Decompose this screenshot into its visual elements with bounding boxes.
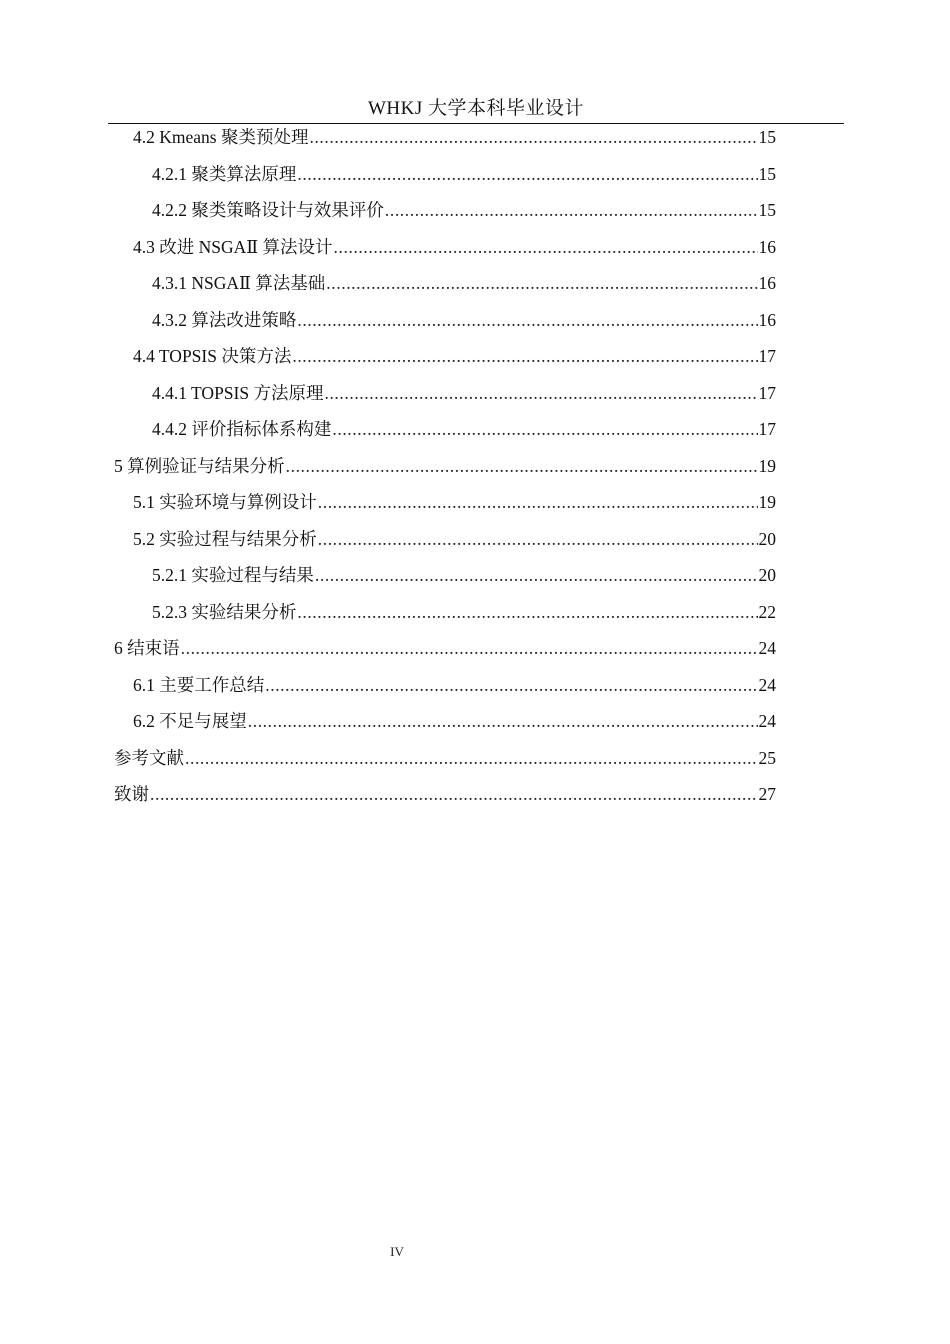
toc-entry-page: 24 bbox=[758, 674, 776, 695]
toc-entry-page: 22 bbox=[758, 601, 776, 622]
toc-entry-page: 24 bbox=[758, 638, 776, 658]
toc-entry-title: 5.2 实验过程与结果分析 bbox=[133, 528, 317, 549]
toc-entry[interactable] bbox=[114, 746, 776, 770]
toc-entry[interactable] bbox=[114, 782, 776, 806]
toc-entry-page: 20 bbox=[758, 528, 776, 549]
toc-dot-leader bbox=[185, 746, 758, 770]
toc-entry-title: 4.2.1 聚类算法原理 bbox=[152, 163, 297, 184]
toc-dot-leader bbox=[297, 308, 757, 332]
toc-entry-title: 5.1 实验环境与算例设计 bbox=[133, 492, 317, 512]
toc-dot-leader bbox=[334, 235, 758, 259]
toc-entry-title: 4.3.2 算法改进策略 bbox=[152, 309, 297, 330]
toc-entry-title: 4.4.2 评价指标体系构建 bbox=[152, 419, 332, 439]
toc-entry-page: 17 bbox=[758, 419, 776, 439]
toc-entry[interactable] bbox=[133, 125, 776, 149]
toc-entry-title: 4.3 改进 NSGAⅡ 算法设计 bbox=[133, 236, 333, 257]
toc-entry[interactable] bbox=[133, 490, 776, 514]
toc-entry[interactable] bbox=[133, 527, 776, 551]
page-header bbox=[108, 96, 844, 124]
toc-entry-title: 6.2 不足与展望 bbox=[133, 711, 247, 731]
toc-entry-page: 20 bbox=[758, 565, 776, 585]
toc-entry[interactable] bbox=[152, 162, 776, 186]
toc-entry-page: 24 bbox=[758, 711, 776, 731]
toc-dot-leader bbox=[318, 527, 758, 551]
toc-dot-leader bbox=[309, 125, 757, 149]
toc-entry-title: 4.4 TOPSIS 决策方法 bbox=[133, 346, 292, 366]
toc-entry-page: 16 bbox=[758, 236, 776, 257]
toc-entry[interactable] bbox=[152, 381, 776, 405]
toc-entry-title: 5.2.3 实验结果分析 bbox=[152, 601, 297, 622]
toc-dot-leader bbox=[385, 198, 758, 222]
toc-entry-page: 17 bbox=[758, 346, 776, 366]
toc-entry-title: 4.3.1 NSGAⅡ 算法基础 bbox=[152, 273, 326, 293]
toc-entry-page: 15 bbox=[758, 163, 776, 184]
toc-dot-leader bbox=[318, 490, 758, 514]
toc-dot-leader bbox=[297, 162, 757, 186]
toc-entry[interactable] bbox=[152, 198, 776, 222]
toc-dot-leader bbox=[286, 454, 758, 478]
toc-entry-page: 19 bbox=[758, 455, 776, 476]
toc-entry[interactable] bbox=[133, 673, 776, 697]
toc-entry-page: 25 bbox=[758, 747, 776, 768]
toc-dot-leader bbox=[265, 673, 757, 697]
toc-dot-leader bbox=[181, 636, 758, 660]
toc-entry-title: 参考文献 bbox=[114, 747, 184, 768]
toc-entry-page: 27 bbox=[758, 784, 776, 804]
toc-entry[interactable] bbox=[114, 454, 776, 478]
toc-dot-leader bbox=[297, 600, 757, 624]
toc-entry-title: 5 算例验证与结果分析 bbox=[114, 455, 285, 476]
toc-entry-page: 19 bbox=[758, 492, 776, 512]
toc-entry-title: 4.4.1 TOPSIS 方法原理 bbox=[152, 382, 324, 403]
toc-entry-page: 15 bbox=[758, 200, 776, 220]
toc-entry-title: 5.2.1 实验过程与结果 bbox=[152, 565, 314, 585]
toc-dot-leader bbox=[332, 417, 757, 441]
toc-entry[interactable] bbox=[152, 271, 776, 295]
toc-entry-title: 致谢 bbox=[114, 784, 149, 804]
toc-entry[interactable] bbox=[133, 709, 776, 733]
toc-dot-leader bbox=[315, 563, 758, 587]
toc-dot-leader bbox=[326, 271, 757, 295]
toc-dot-leader bbox=[292, 344, 757, 368]
toc-entry-title: 4.2 Kmeans 聚类预处理 bbox=[133, 127, 309, 147]
toc-entry-title: 4.2.2 聚类策略设计与效果评价 bbox=[152, 200, 384, 220]
toc-dot-leader bbox=[150, 782, 758, 806]
toc-entry-page: 16 bbox=[758, 309, 776, 330]
toc-entry[interactable] bbox=[152, 417, 776, 441]
page-number: IV bbox=[390, 1244, 404, 1259]
toc-dot-leader bbox=[248, 709, 758, 733]
toc-entry[interactable] bbox=[133, 235, 776, 259]
toc-entry-page: 16 bbox=[758, 273, 776, 293]
toc-entry-title: 6.1 主要工作总结 bbox=[133, 674, 265, 695]
toc-entry[interactable] bbox=[152, 563, 776, 587]
toc-entry[interactable] bbox=[152, 308, 776, 332]
toc-entry-page: 17 bbox=[758, 382, 776, 403]
page-header-title: WHKJ 大学本科毕业设计 bbox=[367, 98, 585, 119]
toc-entry[interactable] bbox=[114, 636, 776, 660]
toc-entry[interactable] bbox=[152, 600, 776, 624]
toc-entry[interactable] bbox=[133, 344, 776, 368]
toc-dot-leader bbox=[324, 381, 757, 405]
toc-entry-page: 15 bbox=[758, 127, 776, 147]
toc-entry-title: 6 结束语 bbox=[114, 638, 180, 658]
